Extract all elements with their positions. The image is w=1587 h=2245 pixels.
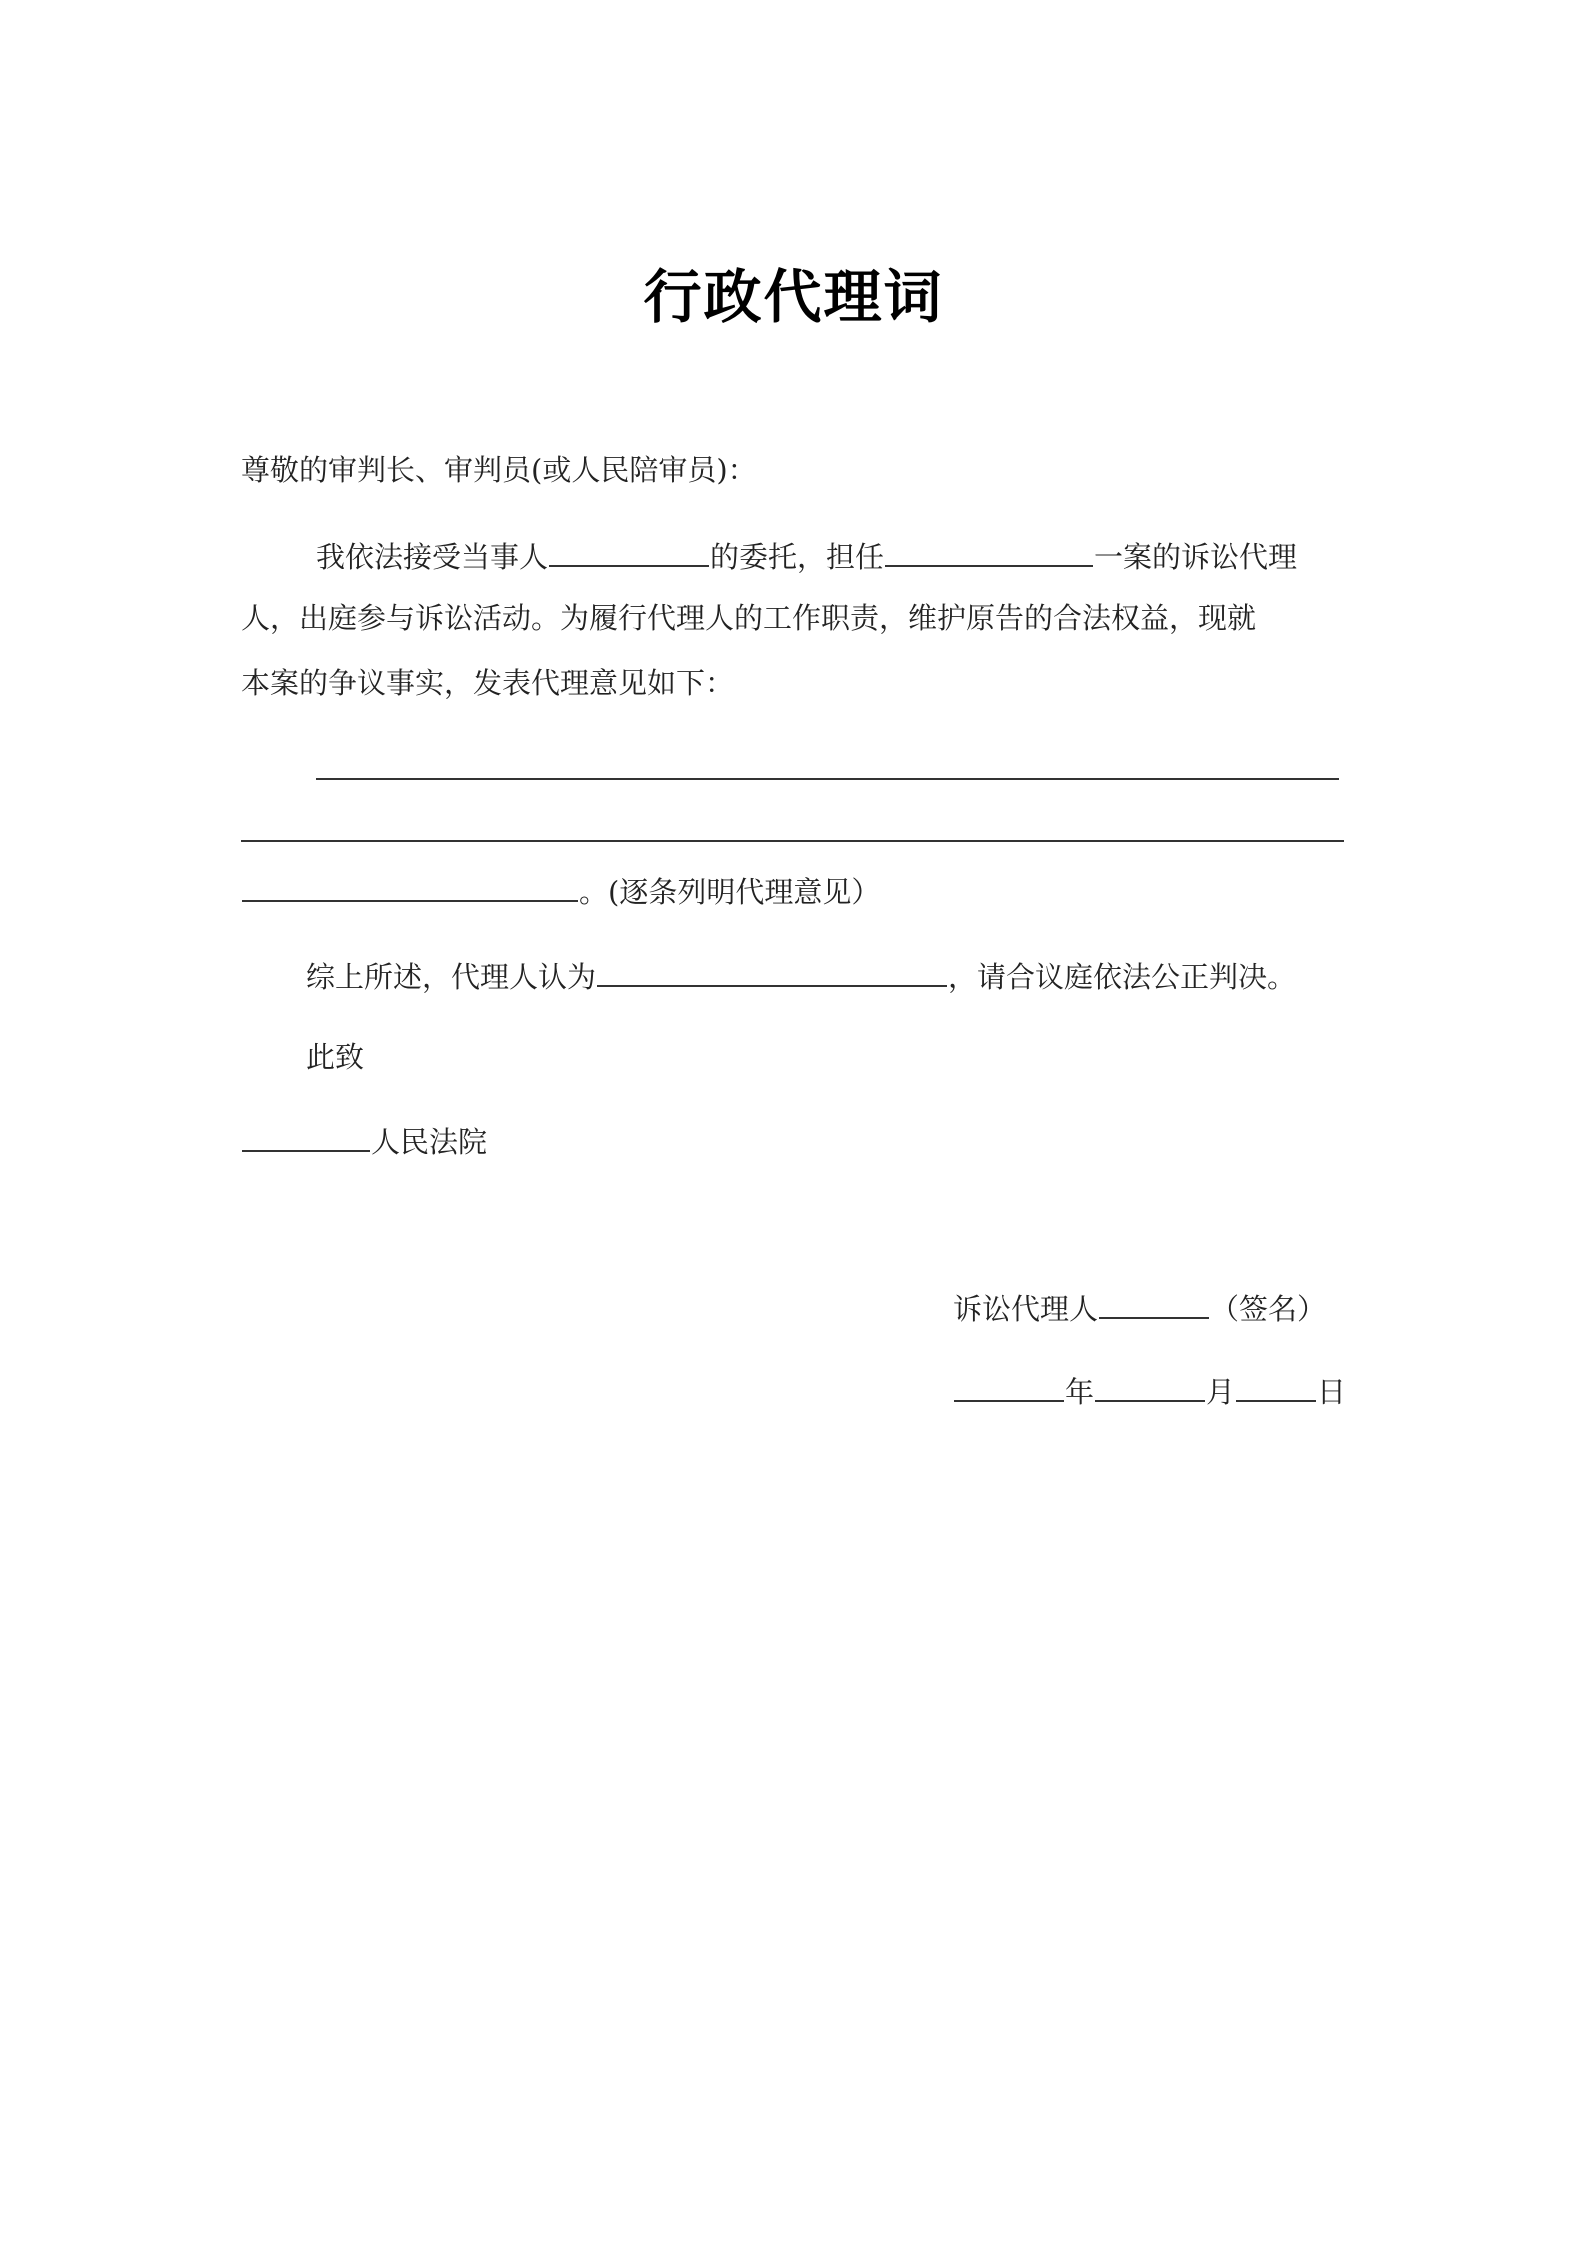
opinion-blank-line-3[interactable]	[242, 870, 578, 902]
opinion-blank-line-2[interactable]	[241, 840, 1344, 842]
year-label: 年	[1065, 1375, 1095, 1409]
intro-text-1: 我依法接受当事人	[316, 540, 549, 574]
case-name-blank[interactable]	[885, 535, 1093, 567]
signature-label: 诉讼代理人	[953, 1292, 1099, 1326]
conclusion-blank[interactable]	[597, 955, 947, 987]
court-name-blank[interactable]	[242, 1120, 370, 1152]
closing-text: 此致	[306, 1040, 365, 1074]
opinion-line-3	[241, 870, 880, 912]
conclusion-text-1: 综上所述，代理人认为	[306, 960, 597, 994]
conclusion-line	[306, 955, 1296, 997]
date-line	[953, 1370, 1346, 1412]
intro-line-1	[316, 535, 1297, 577]
party-name-blank[interactable]	[549, 535, 709, 567]
court-line	[241, 1120, 487, 1162]
day-label: 日	[1317, 1375, 1347, 1409]
intro-line-3: 本案的争议事实，发表代理意见如下：	[241, 666, 735, 700]
day-blank[interactable]	[1236, 1370, 1316, 1402]
intro-line-2: 人，出庭参与诉讼活动。为履行代理人的工作职责，维护原告的合法权益，现就	[241, 601, 1257, 635]
month-blank[interactable]	[1095, 1370, 1205, 1402]
signature-blank[interactable]	[1099, 1287, 1209, 1319]
salutation: 尊敬的审判长、审判员(或人民陪审员)：	[241, 453, 757, 487]
month-label: 月	[1206, 1375, 1236, 1409]
intro-text-3: 一案的诉讼代理	[1094, 540, 1298, 574]
court-suffix: 人民法院	[371, 1125, 488, 1159]
opinion-blank-line-1[interactable]	[316, 778, 1339, 780]
conclusion-text-2: ，请合议庭依法公正判决。	[948, 960, 1297, 994]
opinion-note: 。(逐条列明代理意见）	[579, 875, 881, 909]
signature-line	[953, 1287, 1326, 1329]
document-title: 行政代理词	[643, 263, 944, 331]
year-blank[interactable]	[954, 1370, 1064, 1402]
signature-note: （签名）	[1210, 1292, 1327, 1326]
intro-text-2: 的委托，担任	[710, 540, 885, 574]
